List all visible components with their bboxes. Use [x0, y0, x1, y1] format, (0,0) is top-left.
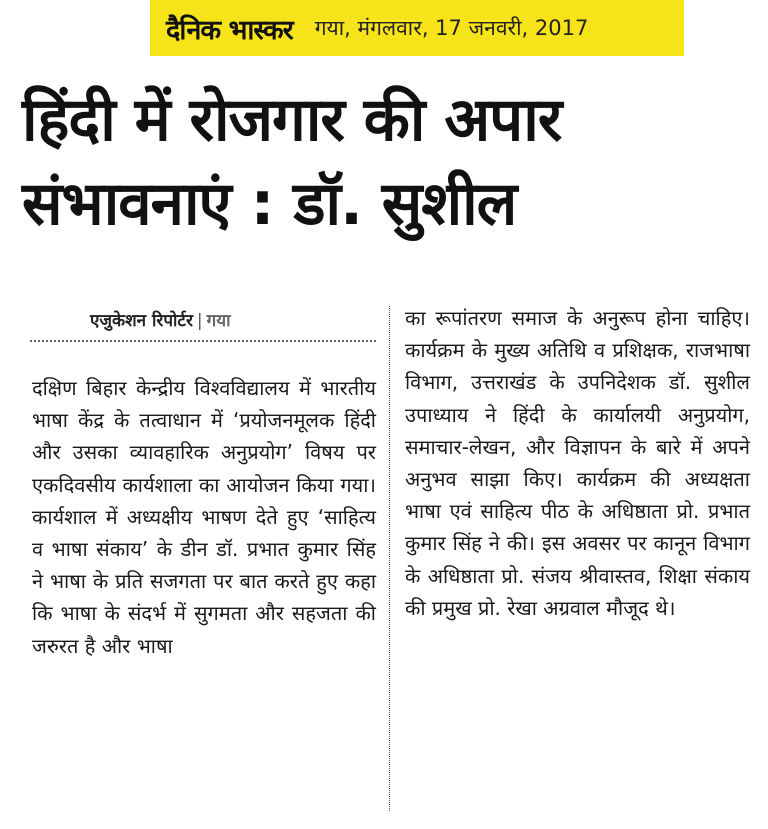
article-body-left-column: दक्षिण बिहार केन्द्रीय विश्वविद्यालय में भारतीय भाषा केंद्र के तत्वाधान में ‘प्रयोजनमूलक हिंदी और उसका व्यावहारिक अनुप्रयोग’ विषय पर एकदिवसीय कार्यशाला का आयोजन किया गया। कार्यशाल में अध्यक्षीय भाषण देते हुए ‘साहित्य व भाषा संकाय’ के डीन डॉ. प्रभात कुमार सिंह ने भाषा के प्रति सजगता पर बात करते हुए कहा कि भाषा के संदर्भ में सुगमता और सहजता की जरुरत है और भाषा: [32, 376, 376, 658]
dateline: गया, मंगलवार, 17 जनवरी, 2017: [314, 16, 589, 40]
column-divider: [389, 306, 390, 811]
byline-separator: |: [196, 311, 203, 331]
masthead: [150, 0, 684, 56]
article-body-right-column: का रूपांतरण समाज के अनुरूप होना चाहिए। कार्यक्रम के मुख्य अतिथि व प्रशिक्षक, राजभाषा विभाग, उत्तराखंड के उपनिदेशक डॉ. सुशील उपाध्याय ने हिंदी के कार्यालयी अनुप्रयोग, समाचार-लेखन, और विज्ञापन के बारे में अपने अनुभव साझा किए। कार्यक्रम की अध्यक्षता भाषा एवं साहित्य पीठ के अधिष्ठाता प्रो. प्रभात कुमार सिंह ने की। इस अवसर पर कानून विभाग के अधिष्ठाता प्रो. संजय श्रीवास्तव, शिक्षा संकाय की प्रमुख प्रो. रेखा अग्रवाल मौजूद थे।: [405, 306, 750, 620]
byline: [90, 308, 231, 331]
article-headline: हिंदी में रोजगार की अपार संभावनाएं : डॉ. सुशील: [22, 85, 562, 239]
byline-place: गया: [206, 311, 231, 331]
byline-reporter: एजुकेशन रिपोर्टर: [90, 311, 193, 331]
byline-dotted-rule: [30, 340, 376, 342]
newspaper-logo: दैनिक भास्कर: [166, 14, 293, 46]
